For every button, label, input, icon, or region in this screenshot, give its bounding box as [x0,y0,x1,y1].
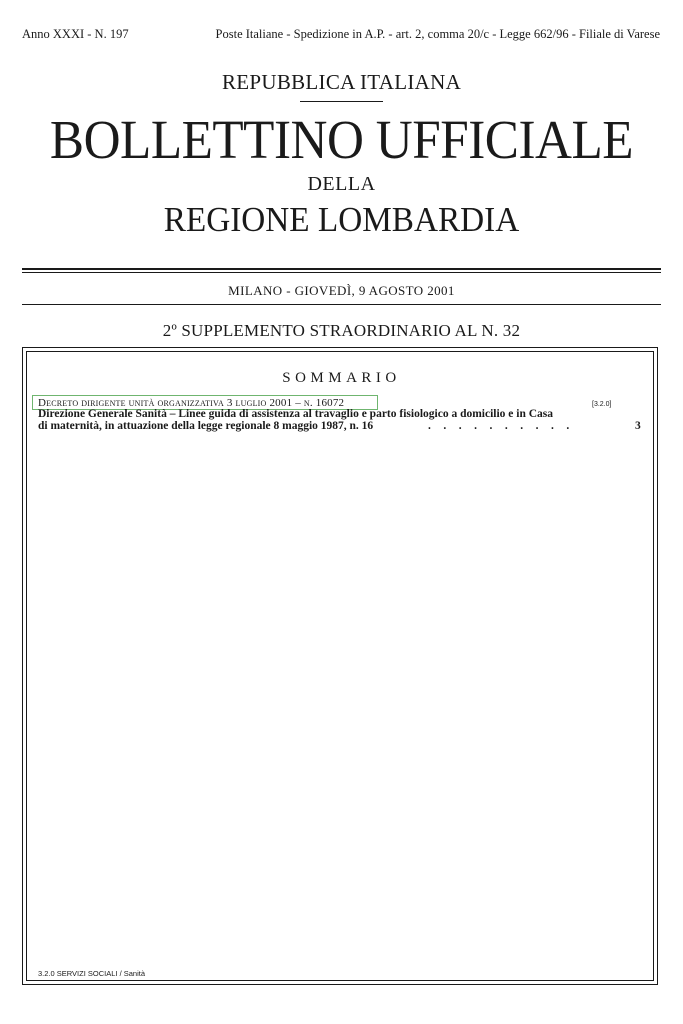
postal-note: Poste Italiane - Spedizione in A.P. - art. 2, comma 20/c - Legge 662/96 - Filiale di Varese [215,27,660,41]
region-title: REGIONE LOMBARDIA [163,200,520,239]
decree-classification-code: [3.2.0] [592,401,612,408]
bulletin-title: BOLLETTINO UFFICIALE [49,109,634,170]
republic-divider [300,101,383,102]
masthead-rule-thick [22,268,661,270]
della-label: DELLA [307,173,376,195]
republic-heading: REPUBBLICA ITALIANA [221,70,462,94]
issue-number: Anno XXXI - N. 197 [22,27,129,41]
category-footer: 3.2.0 SERVIZI SOCIALI / Sanità [38,969,145,978]
masthead-rule-thin [22,272,661,273]
decree-description-line-2[interactable]: di maternità, in attuazione della legge regionale 8 maggio 1987, n. 16 [38,420,374,432]
decree-description-line-1[interactable]: Direzione Generale Sanità – Linee guida di assistenza al travaglio e parto fisiologico a domicilio e in Casa [38,408,554,420]
leader-dots: .......... [428,420,582,432]
date-line: MILANO - GIOVEDÌ, 9 AGOSTO 2001 [228,283,455,298]
supplement-title: 2º SUPPLEMENTO STRAORDINARIO AL N. 32 [162,321,521,340]
summary-heading: SOMMARIO [282,370,401,386]
decree-heading[interactable]: Decreto dirigente unità organizzativa 3 luglio 2001 – n. 16072 [38,397,345,409]
summary-frame-inner [26,351,654,981]
date-rule [22,304,661,305]
summary-frame [22,347,658,985]
decree-page-number[interactable]: 3 [635,420,641,432]
